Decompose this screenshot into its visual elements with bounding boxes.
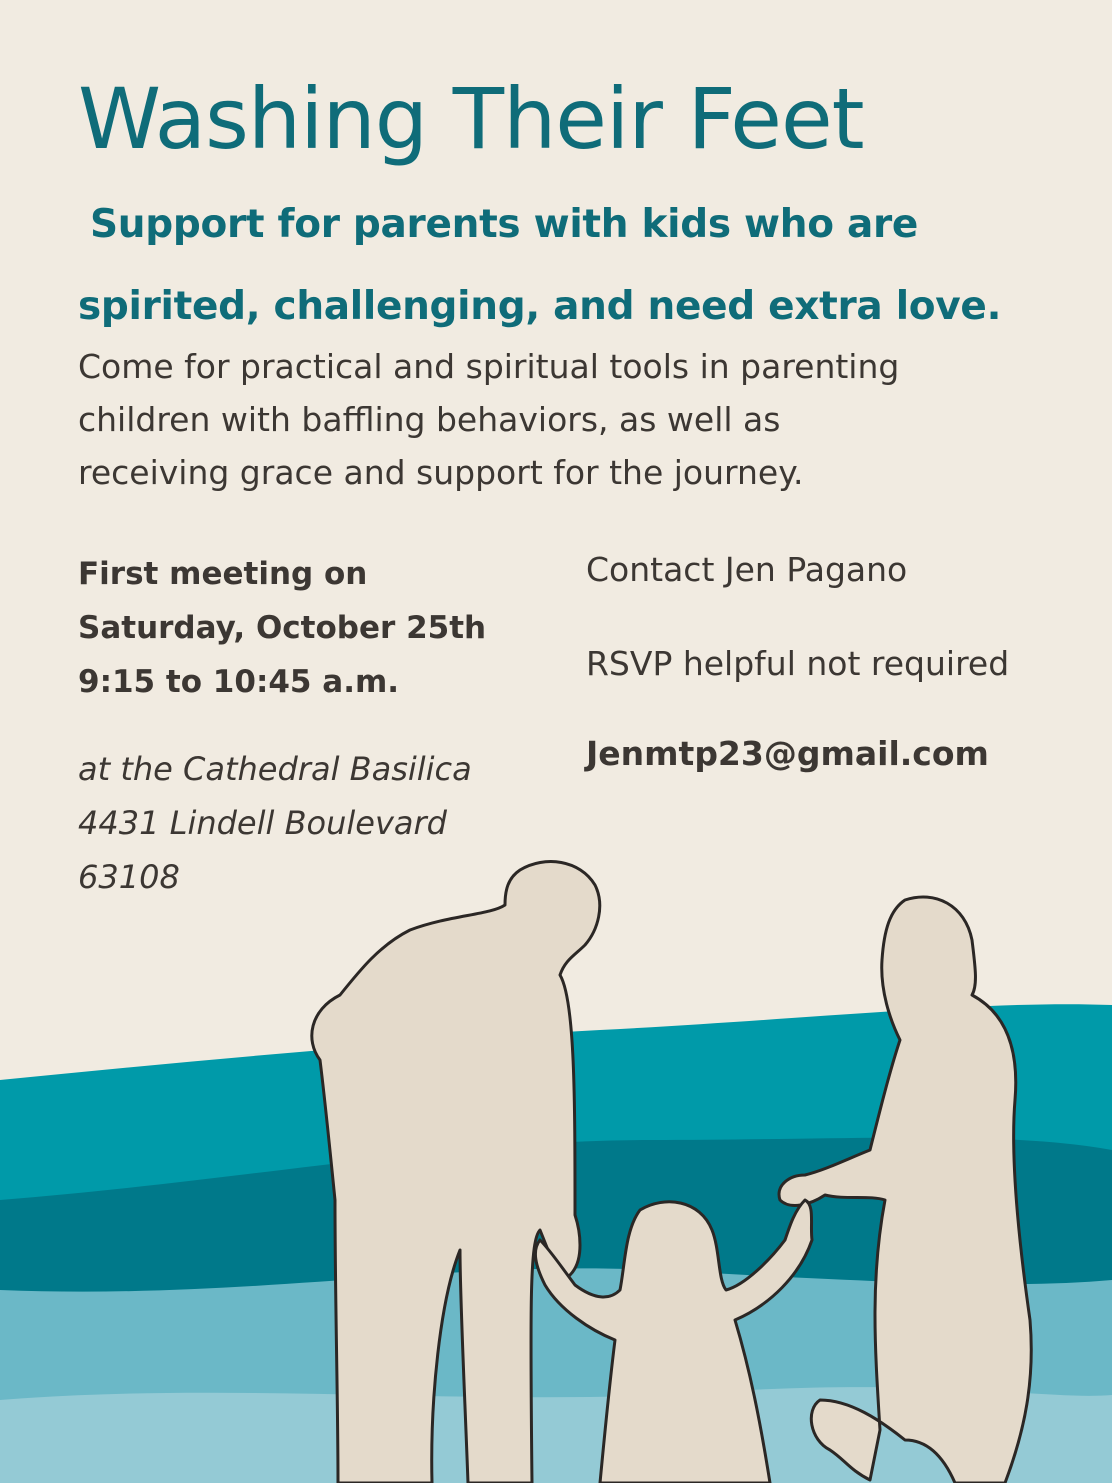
contact-email[interactable]: Jenmtp23@gmail.com bbox=[586, 734, 989, 773]
rsvp-note: RSVP helpful not required bbox=[586, 644, 1010, 683]
meeting-date: Saturday, October 25th bbox=[78, 610, 487, 646]
description bbox=[78, 340, 1038, 499]
subtitle-line-1: Support for parents with kids who are bbox=[90, 202, 919, 247]
location-venue: at the Cathedral Basilica bbox=[78, 750, 472, 788]
subtitle-line-2: spirited, challenging, and need extra love. bbox=[78, 284, 1002, 329]
location-street: 4431 Lindell Boulevard bbox=[78, 804, 447, 842]
page-title: Washing Their Feet bbox=[78, 70, 864, 168]
meeting-line-1: First meeting on bbox=[78, 556, 368, 592]
description-line: receiving grace and support for the journey. bbox=[78, 453, 804, 492]
location-info bbox=[78, 742, 472, 904]
meeting-info bbox=[78, 547, 486, 709]
contact-name: Contact Jen Pagano bbox=[586, 550, 908, 589]
meeting-time: 9:15 to 10:45 a.m. bbox=[78, 664, 400, 700]
description-line: Come for practical and spiritual tools in parenting bbox=[78, 347, 900, 386]
location-zip: 63108 bbox=[78, 858, 180, 896]
description-line: children with baffling behaviors, as well as bbox=[78, 400, 781, 439]
